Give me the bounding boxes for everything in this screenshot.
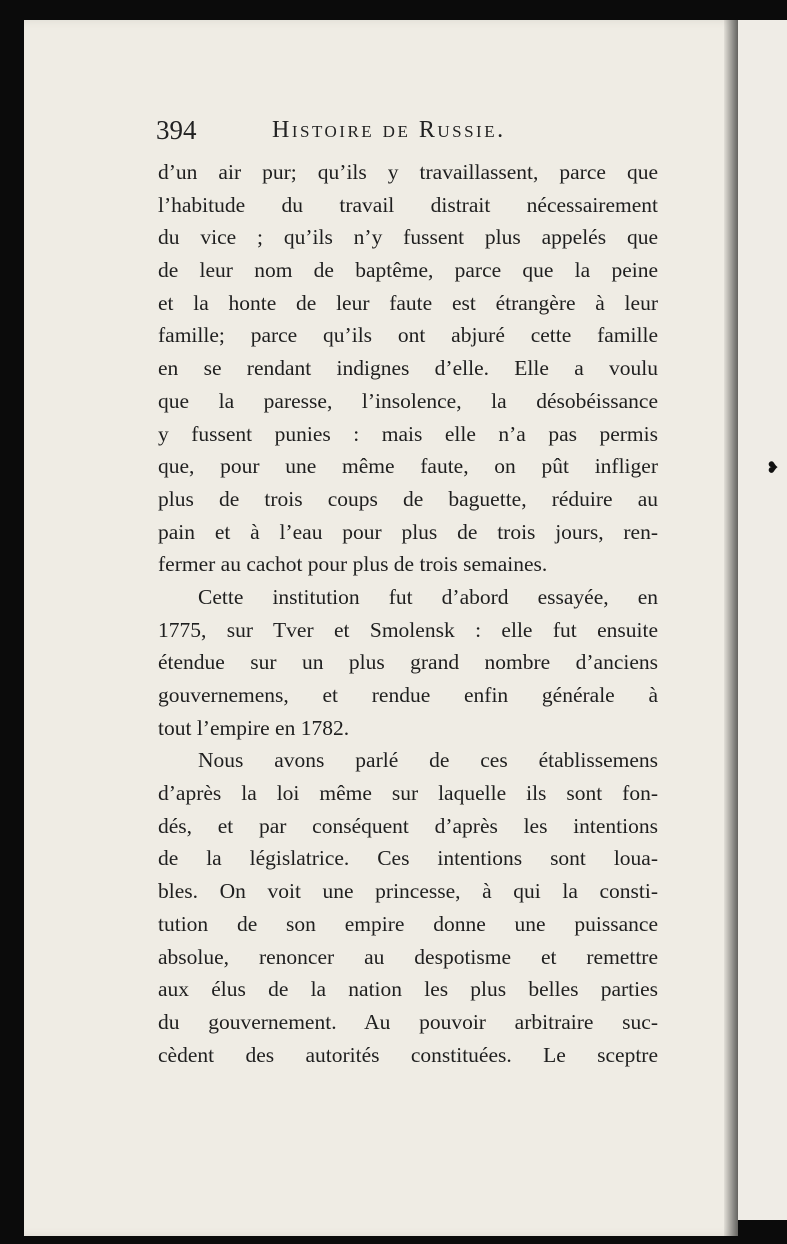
page-number: 394 [156, 115, 197, 145]
text-line: étendue sur un plus grand nombre d’anciens [158, 650, 658, 675]
text-line: gouvernemens, et rendue enfin générale à [158, 683, 658, 707]
running-title: Histoire de Russie. [272, 117, 506, 143]
text-line: du gouvernement. Au pouvoir arbitraire suc- [158, 1009, 658, 1034]
text-line: du vice ; qu’ils n’y fussent plus appelés que [158, 225, 658, 250]
text-line: d’un air pur; qu’ils y travaillassent, parce que [158, 160, 658, 184]
text-line: Nous avons parlé de ces établissemens [198, 748, 658, 773]
text-line: de leur nom de baptême, parce que la peine [158, 258, 658, 283]
text-line: en se rendant indignes d’elle. Elle a voulu [158, 356, 658, 381]
facing-page-ink-mark: ❥ [766, 458, 780, 477]
text-line: bles. On voit une princesse, à qui la consti- [158, 879, 658, 904]
book-gutter-shadow [724, 20, 738, 1236]
text-line: d’après la loi même sur laquelle ils sont fon- [158, 781, 658, 806]
text-line: l’habitude du travail distrait nécessairement [158, 192, 658, 217]
text-line: famille; parce qu’ils ont abjuré cette famille [158, 323, 658, 348]
facing-page-edge [738, 20, 787, 1220]
text-line: que, pour une même faute, on pût infliger [158, 454, 658, 479]
text-line: plus de trois coups de baguette, réduire au [158, 486, 658, 511]
text-line: de la législatrice. Ces intentions sont loua- [158, 846, 658, 871]
text-line: 1775, sur Tver et Smolensk : elle fut ensuite [158, 617, 658, 642]
text-line: tution de son empire donne une puissance [158, 911, 658, 936]
text-line: que la paresse, l’insolence, la désobéissance [158, 388, 658, 413]
text-line: et la honte de leur faute est étrangère à leur [158, 290, 658, 315]
text-line: fermer au cachot pour plus de trois semaines. [158, 552, 548, 577]
text-line: pain et à l’eau pour plus de trois jours, ren- [158, 519, 658, 544]
text-line: dés, et par conséquent d’après les intentions [158, 813, 658, 838]
text-line: cèdent des autorités constituées. Le sceptre [158, 1042, 658, 1067]
text-line: absolue, renoncer au despotisme et remettre [158, 944, 658, 969]
text-line: aux élus de la nation les plus belles parties [158, 977, 658, 1002]
body-text [158, 156, 658, 1071]
text-line: tout l’empire en 1782. [158, 715, 350, 740]
page-header [156, 112, 646, 148]
text-line: Cette institution fut d’abord essayée, en [198, 584, 658, 609]
text-line: y fussent punies : mais elle n’a pas permis [158, 421, 658, 446]
